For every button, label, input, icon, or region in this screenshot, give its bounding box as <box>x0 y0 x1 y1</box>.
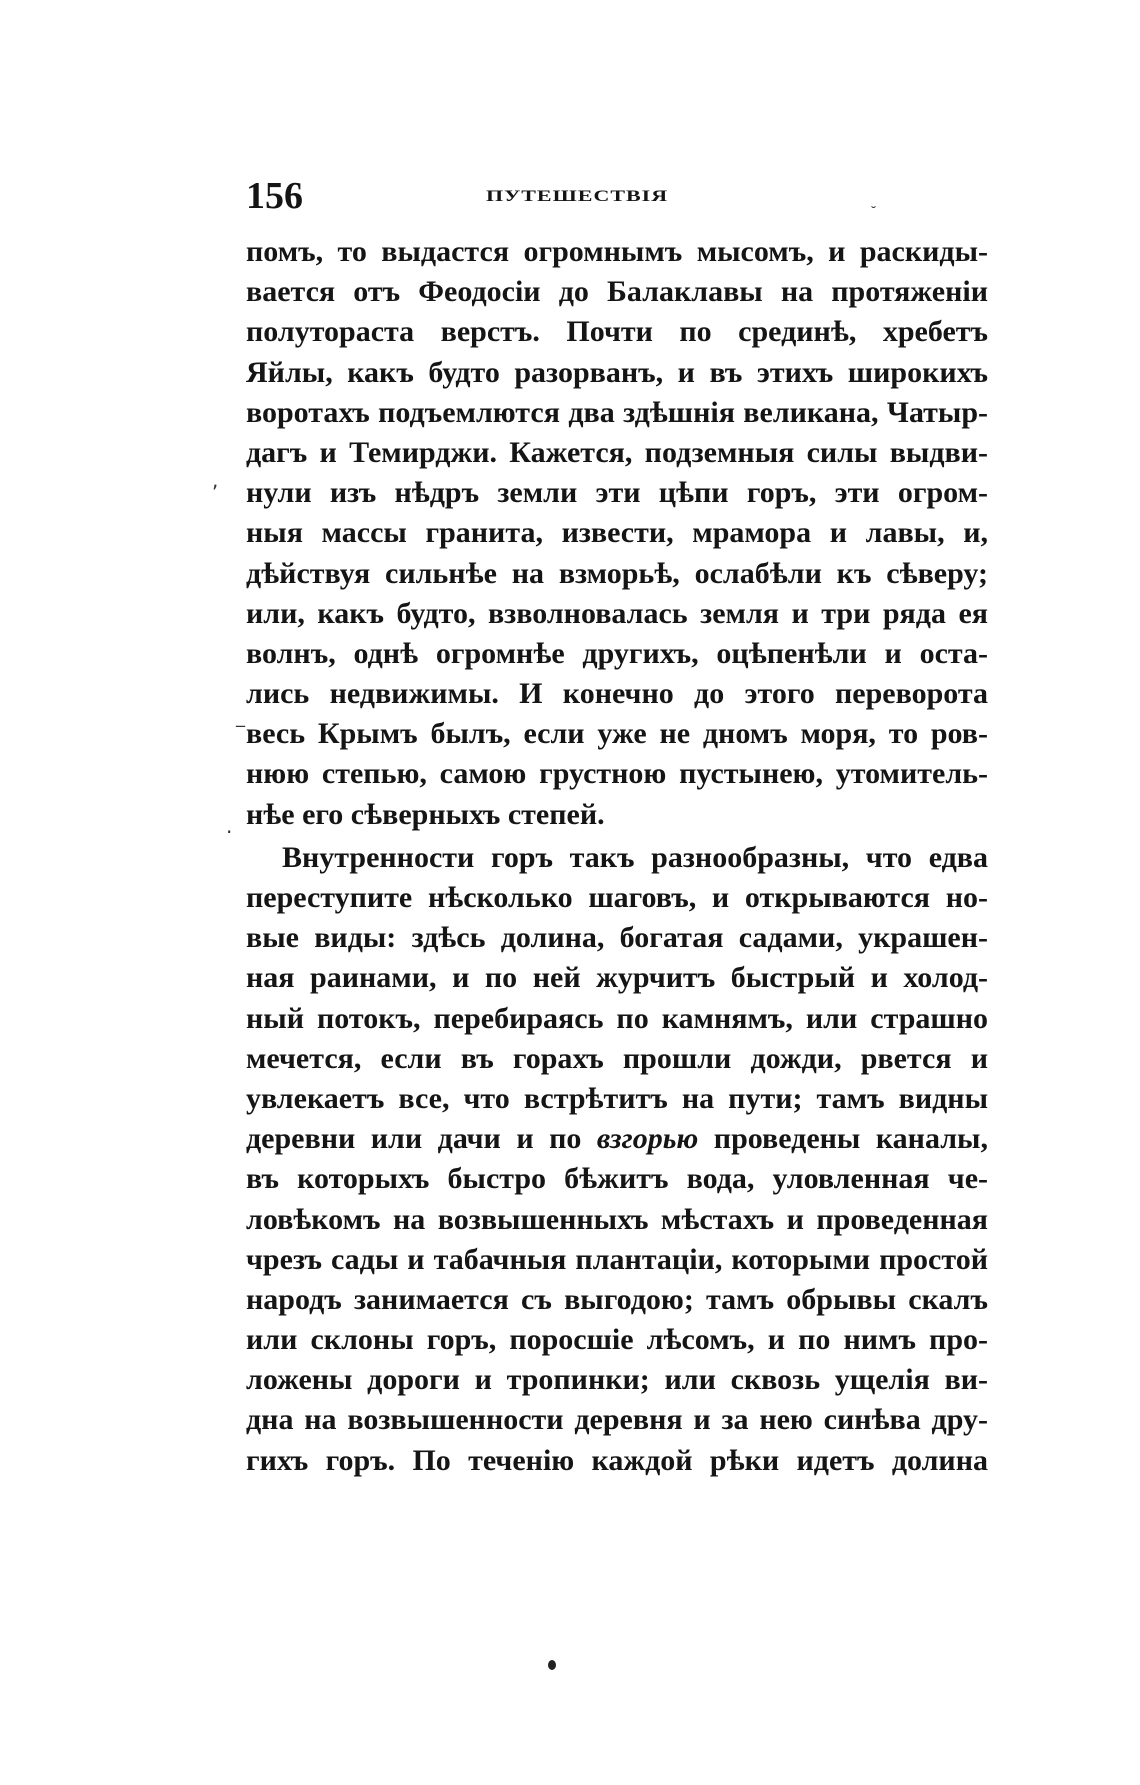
text-line: Яйлы, какъ будто разорванъ, и въ этихъ широкихъ <box>246 355 988 389</box>
text-line: гихъ горъ. По теченію каждой рѣки идетъ долина <box>246 1443 988 1477</box>
text-line: дѣйствуя сильнѣе на взморьѣ, ослабѣли къ сѣверу; <box>246 556 988 590</box>
text-line: весь Крымъ былъ, если уже не дномъ моря, то ров- <box>246 717 988 751</box>
italic-word: взгорью <box>596 1122 699 1156</box>
body-text <box>246 232 988 1481</box>
text-line: нюю степью, самою грустною пустынею, утомитель- <box>246 757 988 791</box>
text-line: или склоны горъ, поросшіе лѣсомъ, и по нимъ про- <box>246 1323 988 1357</box>
text-line: лись недвижимы. И конечно до этого переворота <box>246 677 988 711</box>
text-line: дна на возвышенности деревня и за нею синѣва дру- <box>246 1403 988 1437</box>
text-line-mixed <box>246 1119 988 1159</box>
text-line: воротахъ подъемлются два здѣшнія великана, Чатыр- <box>246 395 988 429</box>
text-fragment: деревни или дачи и по <box>246 1122 597 1156</box>
scan-speck: _ <box>236 707 245 728</box>
text-line: помъ, то выдастся огромнымъ мысомъ, и раскиды- <box>246 235 988 268</box>
page-number: 156 <box>246 175 303 217</box>
text-line: ловѣкомъ на возвышенныхъ мѣстахъ и проведенная <box>246 1202 988 1236</box>
page-header <box>246 176 996 216</box>
text-line: въ которыхъ быстро бѣжитъ вода, уловленная че- <box>246 1162 988 1196</box>
text-line: вается отъ Феодосіи до Балаклавы на протяженіи <box>246 275 988 309</box>
text-line: нули изъ нѣдръ земли эти цѣпи горъ, эти огром- <box>246 476 988 510</box>
text-line: переступите нѣсколько шаговъ, и открываются но- <box>246 881 988 914</box>
text-line: Внутренности горъ такъ разнообразны, что едва <box>282 840 988 874</box>
paragraph-1 <box>246 232 988 835</box>
text-line: или, какъ будто, взволновалась земля и три ряда ея <box>246 596 988 630</box>
text-line: увлекаетъ все, что встрѣтитъ на пути; тамъ видны <box>246 1081 988 1115</box>
paragraph-2 <box>246 838 988 1481</box>
text-line: полутораста верстъ. Почти по срединѣ, хребетъ <box>246 315 988 349</box>
scan-speck: , <box>212 468 219 492</box>
text-line: волнъ, однѣ огромнѣе другихъ, оцѣпенѣли и оста- <box>246 636 988 670</box>
text-line: ный потокъ, перебираясь по камнямъ, или страшно <box>246 1001 988 1035</box>
text-line: ложены дороги и тропинки; или сквозь ущелія ви- <box>246 1363 988 1397</box>
scan-speck: ˘ <box>870 205 877 221</box>
text-line: дагъ и Темирджи. Кажется, подземныя силы выдви- <box>246 435 988 469</box>
text-line: народъ занимается съ выгодою; тамъ обрывы скалъ <box>246 1282 988 1316</box>
text-line: вые виды: здѣсь долина, богатая садами, украшен- <box>246 921 988 955</box>
text-line: ная раинами, и по ней журчитъ быстрый и холод- <box>246 961 988 995</box>
scan-speck: . <box>226 814 233 838</box>
text-line: чрезъ сады и табачныя плантаціи, которыми простой <box>246 1242 988 1276</box>
running-title: ПУТЕШЕСТВІЯ <box>486 186 669 205</box>
text-line: ныя массы гранита, извести, мрамора и лавы, и, <box>246 516 988 550</box>
text-line: нѣе его сѣверныхъ степей. <box>246 797 605 831</box>
text-line: мечется, если въ горахъ прошли дожди, рвется и <box>246 1041 988 1075</box>
footer-dot <box>548 1660 556 1670</box>
text-fragment: проведены каналы, <box>698 1122 988 1156</box>
